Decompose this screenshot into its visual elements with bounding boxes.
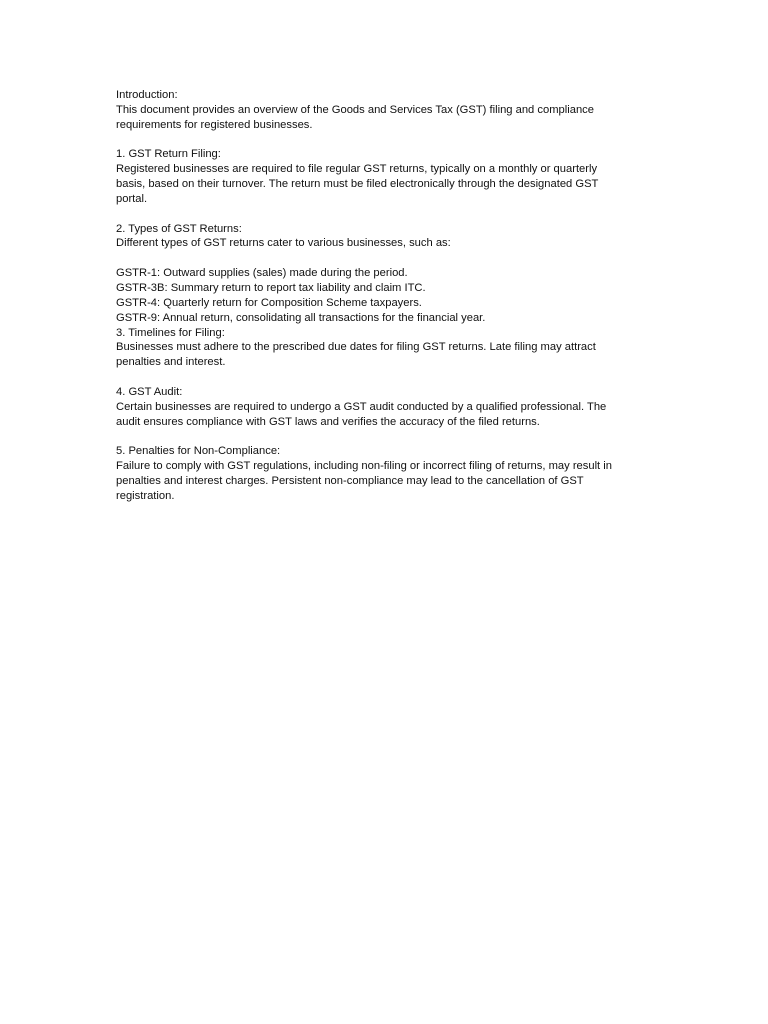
- paragraph-gap: [116, 207, 656, 222]
- paragraph-gap: [116, 251, 656, 266]
- paragraph-gap: [116, 133, 656, 148]
- section-timelines-for-filing: [116, 326, 656, 371]
- section-heading: 3. Timelines for Filing:: [116, 326, 225, 339]
- section-types-of-gst-returns: [116, 222, 656, 326]
- section-line: Certain businesses are required to undergo a GST audit conducted by a qualified professional. The: [116, 400, 607, 413]
- section-line: Failure to comply with GST regulations, including non-filing or incorrect filing of returns, may result in: [116, 460, 612, 473]
- paragraph-gap: [116, 429, 656, 444]
- section-line: registration.: [116, 489, 175, 502]
- intro-line: This document provides an overview of the Goods and Services Tax (GST) filing and compliance: [116, 103, 594, 116]
- intro-heading: Introduction:: [116, 89, 178, 101]
- section-line: penalties and interest.: [116, 356, 226, 369]
- section-heading: 2. Types of GST Returns:: [116, 222, 242, 235]
- section-line: audit ensures compliance with GST laws and verifies the accuracy of the filed returns.: [116, 415, 540, 428]
- section-line: Businesses must adhere to the prescribed due dates for filing GST returns. Late filing may attract: [116, 341, 596, 354]
- section-gst-audit: [116, 385, 656, 430]
- section-line: penalties and interest charges. Persistent non-compliance may lead to the cancellation of GST: [116, 474, 584, 487]
- return-type-item: GSTR-9: Annual return, consolidating all transactions for the financial year.: [116, 311, 486, 324]
- section-line: portal.: [116, 192, 148, 205]
- section-line: Registered businesses are required to file regular GST returns, typically on a monthly or quarterly: [116, 163, 598, 176]
- return-type-item: GSTR-4: Quarterly return for Composition Scheme taxpayers.: [116, 296, 422, 309]
- section-gst-return-filing: [116, 147, 656, 206]
- intro-section: [116, 88, 656, 133]
- intro-line: requirements for registered businesses.: [116, 118, 313, 131]
- section-heading: 4. GST Audit:: [116, 385, 183, 398]
- paragraph-gap: [116, 370, 656, 385]
- return-type-item: GSTR-3B: Summary return to report tax liability and claim ITC.: [116, 281, 426, 294]
- section-line: basis, based on their turnover. The return must be filed electronically through the designated GST: [116, 178, 599, 191]
- document-page: [116, 88, 656, 504]
- section-heading: 1. GST Return Filing:: [116, 148, 221, 161]
- section-penalties: [116, 444, 656, 503]
- return-type-item: GSTR-1: Outward supplies (sales) made during the period.: [116, 267, 408, 280]
- section-heading: 5. Penalties for Non-Compliance:: [116, 445, 281, 458]
- section-line: Different types of GST returns cater to various businesses, such as:: [116, 237, 451, 250]
